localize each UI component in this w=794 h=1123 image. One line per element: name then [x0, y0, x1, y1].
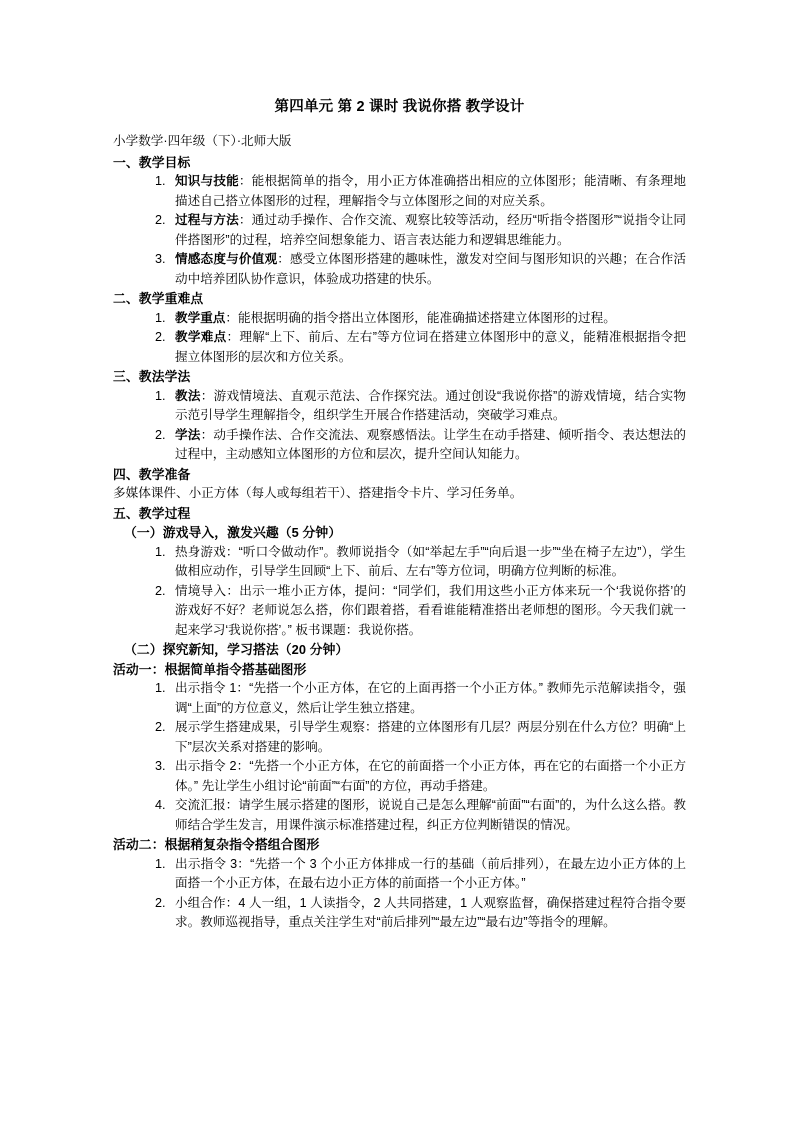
- activity-one-heading: 活动一：根据简单指令搭基础图形: [113, 661, 307, 677]
- activity-two-list: [113, 855, 686, 933]
- section-heading-objectives: 一、教学目标: [113, 154, 191, 170]
- list-item-text: ：能根据简单的指令，用小正方体准确搭出相应的立体图形；能清晰、有条理地描述自己搭立体图形的过程，理解指令与立体图形之间的对应关系。: [175, 174, 687, 208]
- list-item: [169, 387, 686, 426]
- list-item-label: 过程与方法: [175, 213, 239, 227]
- section-heading-key-points: 二、教学重难点: [113, 291, 204, 306]
- list-item: 4. 交流汇报：请学生展示搭建的图形，说说自己是怎么理解“前面”“右面”的，为什么这么搭。教师结合学生发言，用课件演示标准搭建过程，纠正方位判断错误的情况。: [169, 796, 686, 835]
- activity-two-heading: 活动二：根据稍复杂指令搭组合图形: [113, 837, 320, 852]
- list-item: [169, 426, 686, 465]
- list-item: [169, 172, 686, 211]
- list-item-label: 教法: [175, 388, 201, 403]
- list-item-label: 学法: [175, 427, 201, 442]
- list-item: 2. 情境导入：出示一堆小正方体，提问：“同学们，我们用这些小正方体来玩一个‘我说你搭’的游戏好不好？老师说怎么搭，你们跟着搭，看看谁能精准搭出老师想的图形。今天我们就一起来学习‘我说你搭’。” 板书课题：我说你搭。: [169, 582, 686, 641]
- part-one-list: [113, 543, 686, 641]
- list-item: 1. 热身游戏：“听口令做动作”。教师说指令（如“举起左手”“向后退一步”“坐在椅子左边”），学生做相应动作，引导学生回顾“上下、前后、左右”等方位词，明确方位判断的标准。: [169, 543, 686, 582]
- list-item-text: ：理解“上下、前后、左右”等方位词在搭建立体图形中的意义，能精准根据指令把握立体图形的层次和方位关系。: [175, 330, 687, 364]
- list-item-text: ：通过动手操作、合作交流、观察比较等活动，经历“听指令搭图形”“说指令让同伴搭图形”的过程，培养空间想象能力、语言表达能力和逻辑思维能力。: [175, 213, 686, 247]
- list-item: [169, 309, 686, 329]
- list-item: 2. 展示学生搭建成果，引导学生观察：搭建的立体图形有几层？两层分别在什么方位？明确“上下”层次关系对搭建的影响。: [169, 718, 686, 757]
- list-item-text: ：游戏情境法、直观示范法、合作探究法。通过创设“我说你搭”的游戏情境，结合实物示范引导学生理解指令，组织学生开展合作搭建活动，突破学习难点。: [175, 388, 687, 422]
- list-item: [169, 250, 686, 289]
- list-item: 1. 出示指令 1：“先搭一个小正方体，在它的上面再搭一个小正方体。” 教师先示范解读指令，强调“上面”的方位意义，然后让学生独立搭建。: [169, 679, 686, 718]
- methods-list: [113, 387, 686, 465]
- activity-one-list: [113, 679, 686, 835]
- page-title: 第四单元 第 2 课时 我说你搭 教学设计: [274, 99, 525, 115]
- subsection-heading-part-two: （二）探究新知，学习搭法（20 分钟）: [124, 642, 349, 657]
- preparation-text: 多媒体课件、小正方体（每人或每组若干）、搭建指令卡片、学习任务单。: [113, 486, 523, 500]
- list-item-label: 教学重点: [175, 310, 226, 325]
- list-item-label: 知识与技能: [175, 174, 239, 188]
- list-item: 2. 小组合作：4 人一组，1 人读指令，2 人共同搭建，1 人观察监督，确保搭建过程符合指令要求。教师巡视指导，重点关注学生对“前后排列”“最左边”“最右边”等指令的理解。: [169, 894, 686, 933]
- section-heading-preparation: 四、教学准备: [113, 466, 191, 482]
- list-item-text: ：感受立体图形搭建的趣味性，激发对空间与图形知识的兴趣；在合作活动中培养团队协作意识，体验成功搭建的快乐。: [175, 252, 687, 286]
- subject-meta-line: 小学数学·四年级（下）·北师大版: [113, 134, 292, 148]
- list-item: [169, 211, 686, 250]
- list-item-text: ：能根据明确的指令搭出立体图形，能准确描述搭建立体图形的过程。: [225, 310, 616, 325]
- list-item: [169, 328, 686, 367]
- key-points-list: [113, 309, 686, 368]
- list-item-label: 情感态度与价值观: [175, 252, 278, 266]
- document-body: [113, 96, 686, 933]
- objectives-list: [113, 172, 686, 289]
- list-item-text: ：动手操作法、合作交流法、观察感悟法。让学生在动手搭建、倾听指令、表达想法的过程中，主动感知立体图形的方位和层次，提升空间认知能力。: [175, 427, 687, 461]
- list-item-label: 教学难点: [175, 330, 227, 344]
- section-heading-methods: 三、教法学法: [113, 369, 191, 384]
- subsection-heading-part-one: （一）游戏导入，激发兴趣（5 分钟）: [124, 525, 342, 540]
- section-heading-process: 五、教学过程: [113, 505, 191, 521]
- list-item: 3. 出示指令 2：“先搭一个小正方体，在它的前面搭一个小正方体，再在它的右面搭一个小正方体。” 先让学生小组讨论“前面”“右面”的方位，再动手搭建。: [169, 757, 686, 796]
- list-item: 1. 出示指令 3：“先搭一个 3 个小正方体排成一行的基础（前后排列），在最左边小正方体的上面搭一个小正方体，在最右边小正方体的前面搭一个小正方体。”: [169, 855, 686, 894]
